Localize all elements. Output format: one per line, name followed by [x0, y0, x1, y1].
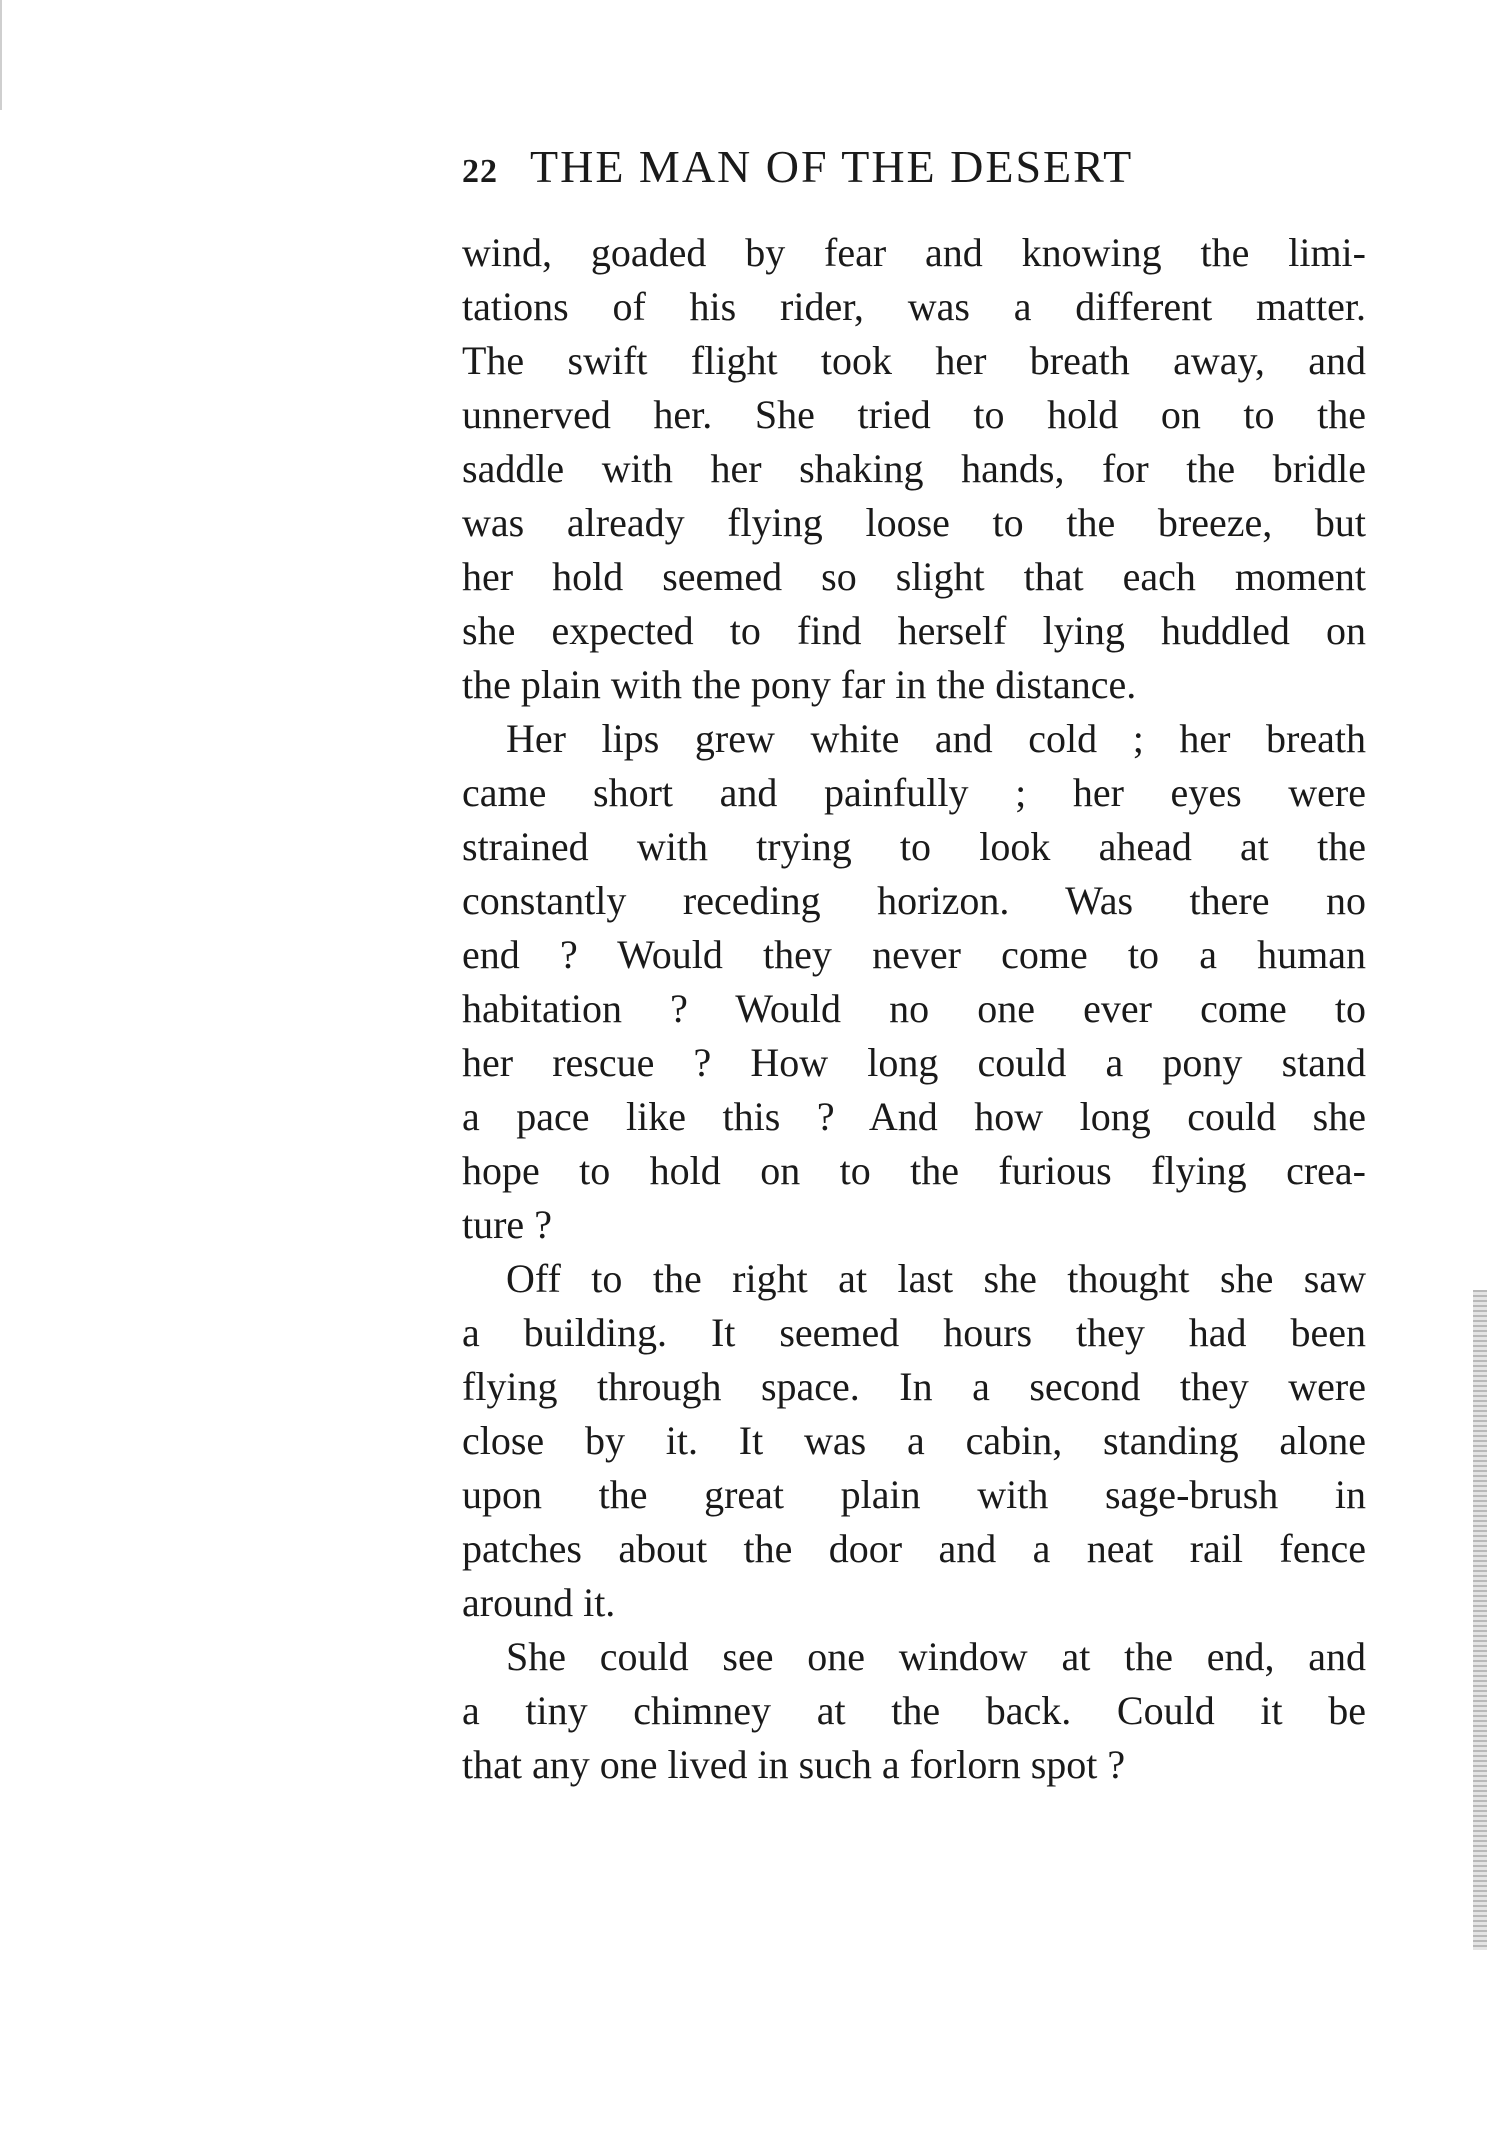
text-line: upon the great plain with sage-brush in	[462, 1472, 1366, 1517]
binding-edge-shadow	[1473, 1290, 1487, 1950]
page-edge-mark	[0, 0, 2, 110]
text-line: close by it. It was a cabin, standing alone	[462, 1418, 1366, 1463]
text-line: tations of his rider, was a different matter.	[462, 284, 1366, 329]
text-line: ture ?	[462, 1202, 552, 1247]
text-line: patches about the door and a neat rail fence	[462, 1526, 1366, 1571]
text-line: a tiny chimney at the back. Could it be	[462, 1688, 1366, 1733]
text-line: unnerved her. She tried to hold on to the	[462, 392, 1366, 437]
text-line: a pace like this ? And how long could she	[462, 1094, 1366, 1139]
text-line: around it.	[462, 1580, 616, 1625]
page-number: 22	[462, 153, 498, 190]
text-line: The swift flight took her breath away, and	[462, 338, 1366, 383]
text-line: She could see one window at the end, and	[506, 1634, 1366, 1679]
text-line: the plain with the pony far in the distance.	[462, 662, 1137, 707]
running-title: THE MAN OF THE DESERT	[530, 141, 1134, 192]
text-line: that any one lived in such a forlorn spot ?	[462, 1742, 1126, 1787]
text-line: a building. It seemed hours they had been	[462, 1310, 1366, 1355]
running-head	[462, 140, 1362, 200]
text-line: Off to the right at last she thought she saw	[506, 1256, 1366, 1301]
text-line: flying through space. In a second they were	[462, 1364, 1366, 1409]
text-line: Her lips grew white and cold ; her breath	[506, 716, 1366, 761]
text-line: wind, goaded by fear and knowing the limi-	[462, 230, 1366, 275]
text-line: end ? Would they never come to a human	[462, 932, 1366, 977]
text-line: habitation ? Would no one ever come to	[462, 986, 1366, 1031]
text-line: was already flying loose to the breeze, but	[462, 500, 1366, 545]
text-line: came short and painfully ; her eyes were	[462, 770, 1366, 815]
body-text	[462, 226, 1366, 1792]
text-line: strained with trying to look ahead at the	[462, 824, 1366, 869]
text-line: her rescue ? How long could a pony stand	[462, 1040, 1366, 1085]
text-line: constantly receding horizon. Was there no	[462, 878, 1366, 923]
text-line: hope to hold on to the furious flying crea-	[462, 1148, 1366, 1193]
text-line: she expected to find herself lying huddled on	[462, 608, 1366, 653]
text-line: saddle with her shaking hands, for the bridle	[462, 446, 1366, 491]
text-line: her hold seemed so slight that each moment	[462, 554, 1366, 599]
